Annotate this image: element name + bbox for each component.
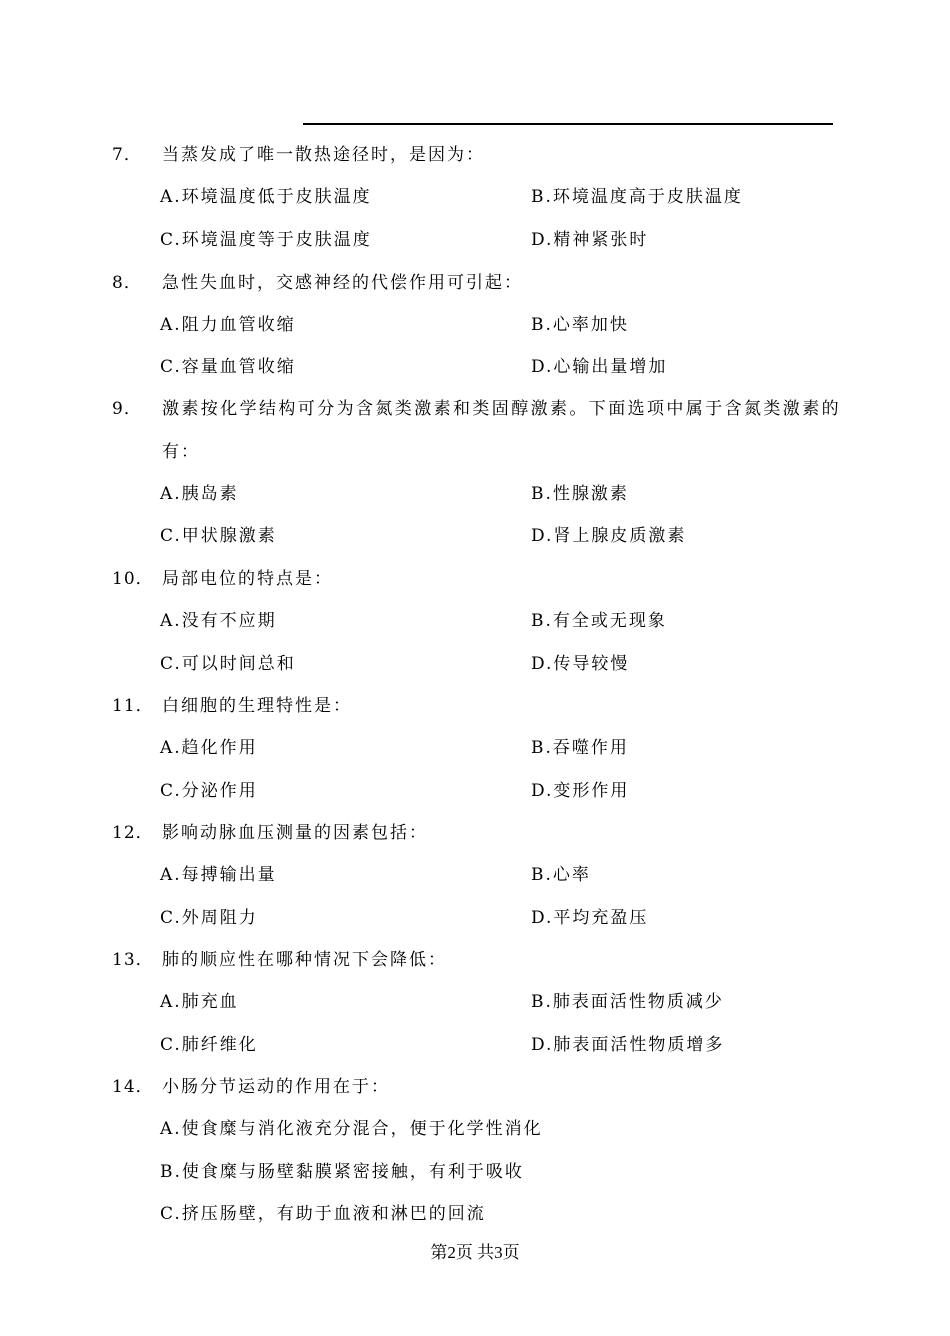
option-d: D.肺表面活性物质增多	[531, 1035, 725, 1055]
option-c: C.容量血管收缩	[160, 357, 296, 377]
page-footer: 第2页 共3页	[430, 1243, 520, 1262]
option-b: B.吞噬作用	[531, 738, 629, 758]
option-a: A.阻力血管收缩	[160, 315, 296, 335]
question-number: 12．	[112, 823, 154, 843]
question-text: 急性失血时，交感神经的代偿作用可引起：	[162, 273, 523, 293]
option-d: D.精神紧张时	[531, 230, 649, 250]
option-b: B.心率	[531, 865, 591, 885]
header-rule	[303, 123, 833, 125]
option-d: D.肾上腺皮质激素	[531, 526, 687, 546]
option-a: A.没有不应期	[160, 611, 277, 631]
option-c: C.甲状腺激素	[160, 526, 277, 546]
option-c: C.环境温度等于皮肤温度	[160, 230, 372, 250]
option-d: D.变形作用	[531, 781, 630, 801]
question-text: 小肠分节运动的作用在于：	[162, 1077, 390, 1097]
option-c: C.肺纤维化	[160, 1035, 258, 1055]
option-a: A.趋化作用	[160, 738, 258, 758]
option-b: B.使食糜与肠壁黏膜紧密接触，有利于吸收	[160, 1162, 524, 1182]
option-b: B.心率加快	[531, 315, 629, 335]
question-text: 激素按化学结构可分为含氮类激素和类固醇激素。下面选项中属于含氮类激素的	[162, 399, 841, 419]
option-d: D.平均充盈压	[531, 908, 649, 928]
option-a: A.肺充血	[160, 992, 239, 1012]
option-d: D.心输出量增加	[531, 357, 668, 377]
option-a: A.使食糜与消化液充分混合，便于化学性消化	[160, 1119, 543, 1139]
question-text: 影响动脉血压测量的因素包括：	[162, 823, 428, 843]
option-d: D.传导较慢	[531, 654, 630, 674]
option-b: B.肺表面活性物质减少	[531, 992, 724, 1012]
option-a: A.环境温度低于皮肤温度	[160, 187, 372, 207]
option-b: B.有全或无现象	[531, 611, 667, 631]
option-c: C.外周阻力	[160, 908, 258, 928]
question-number: 11．	[112, 696, 154, 716]
option-c: C.分泌作用	[160, 781, 258, 801]
option-c: C.可以时间总和	[160, 654, 296, 674]
question-text: 当蒸发成了唯一散热途径时，是因为：	[162, 145, 485, 165]
question-number: 9．	[112, 399, 142, 419]
question-text: 白细胞的生理特性是：	[162, 696, 352, 716]
option-c: C.挤压肠壁，有助于血液和淋巴的回流	[160, 1204, 486, 1224]
question-number: 10．	[112, 569, 154, 589]
question-number: 14．	[112, 1077, 154, 1097]
question-text-continued: 有：	[162, 442, 200, 462]
question-text: 肺的顺应性在哪种情况下会降低：	[162, 950, 447, 970]
option-b: B.性腺激素	[531, 484, 629, 504]
question-number: 8．	[112, 273, 142, 293]
option-a: A.每搏输出量	[160, 865, 277, 885]
option-a: A.胰岛素	[160, 484, 239, 504]
question-number: 7．	[112, 145, 142, 165]
question-text: 局部电位的特点是：	[162, 569, 333, 589]
question-number: 13．	[112, 950, 154, 970]
option-b: B.环境温度高于皮肤温度	[531, 187, 743, 207]
